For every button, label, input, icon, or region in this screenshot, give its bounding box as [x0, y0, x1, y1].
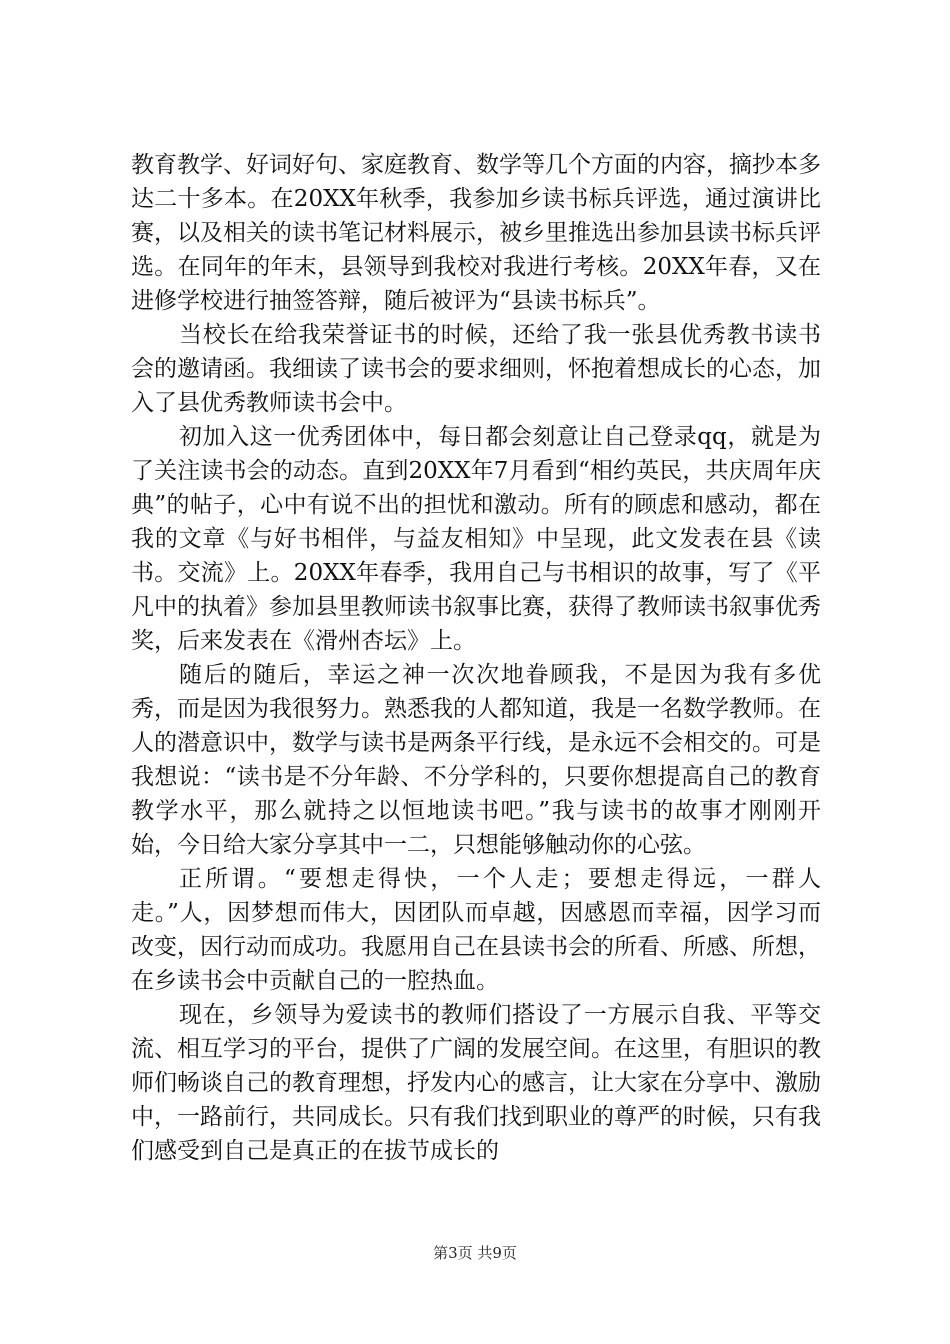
paragraph-3: 初加入这一优秀团体中，每日都会刻意让自己登录qq，就是为了关注读书会的动态。直到20XX年7月看到“相约英民，共庆周年庆典”的帖子，心中有说不出的担忧和激动。所有的顾虑和感动，都在我的文章《与好书相伴，与益友相知》中呈现，此文发表在县《读书。交流》上。20XX年春季，我用自己与书相识的故事，写了《平凡中的执着》参加县里教师读书叙事比赛，获得了教师读书叙事优秀奖，后来发表在《滑州杏坛》上。 [131, 424, 821, 654]
paragraph-4: 随后的随后，幸运之神一次次地眷顾我，不是因为我有多优秀，而是因为我很努力。熟悉我的人都知道，我是一名数学教师。在人的潜意识中，数学与读书是两条平行线，是永远不会相交的。可是我想说：“读书是不分年龄、不分学科的，只要你想提高自己的教育教学水平，那么就持之以恒地读书吧。”我与读书的故事才刚刚开始，今日给大家分享其中一二，只想能够触动你的心弦。 [131, 662, 821, 858]
page-number: 第3页 共9页 [433, 1244, 517, 1262]
paragraph-1: 教育教学、好词好句、家庭教育、数学等几个方面的内容，摘抄本多达二十多本。在20XX年秋季，我参加乡读书标兵评选，通过演讲比赛，以及相关的读书笔记材料展示，被乡里推选出参加县读书标兵评选。在同年的年末，县领导到我校对我进行考核。20XX年春，又在进修学校进行抽签答辩，随后被评为“县读书标兵”。 [131, 152, 821, 314]
paragraph-2: 当校长在给我荣誉证书的时候，还给了我一张县优秀教书读书会的邀请函。我细读了读书会的要求细则，怀抱着想成长的心态，加入了县优秀教师读书会中。 [131, 322, 821, 416]
paragraph-5: 正所谓。“要想走得快，一个人走；要想走得远，一群人走。”人，因梦想而伟大，因团队而卓越，因感恩而幸福，因学习而改变，因行动而成功。我愿用自己在县读书会的所看、所感、所想，在乡读书会中贡献自己的一腔热血。 [131, 866, 821, 994]
paragraph-6: 现在，乡领导为爱读书的教师们搭设了一方展示自我、平等交流、相互学习的平台，提供了广阔的发展空间。在这里，有胆识的教师们畅谈自己的教育理想，抒发内心的感言，让大家在分享中、激励中，一路前行，共同成长。只有我们找到职业的尊严的时候，只有我们感受到自己是真正的在拔节成长的 [131, 1002, 821, 1164]
body-text [131, 148, 821, 1168]
